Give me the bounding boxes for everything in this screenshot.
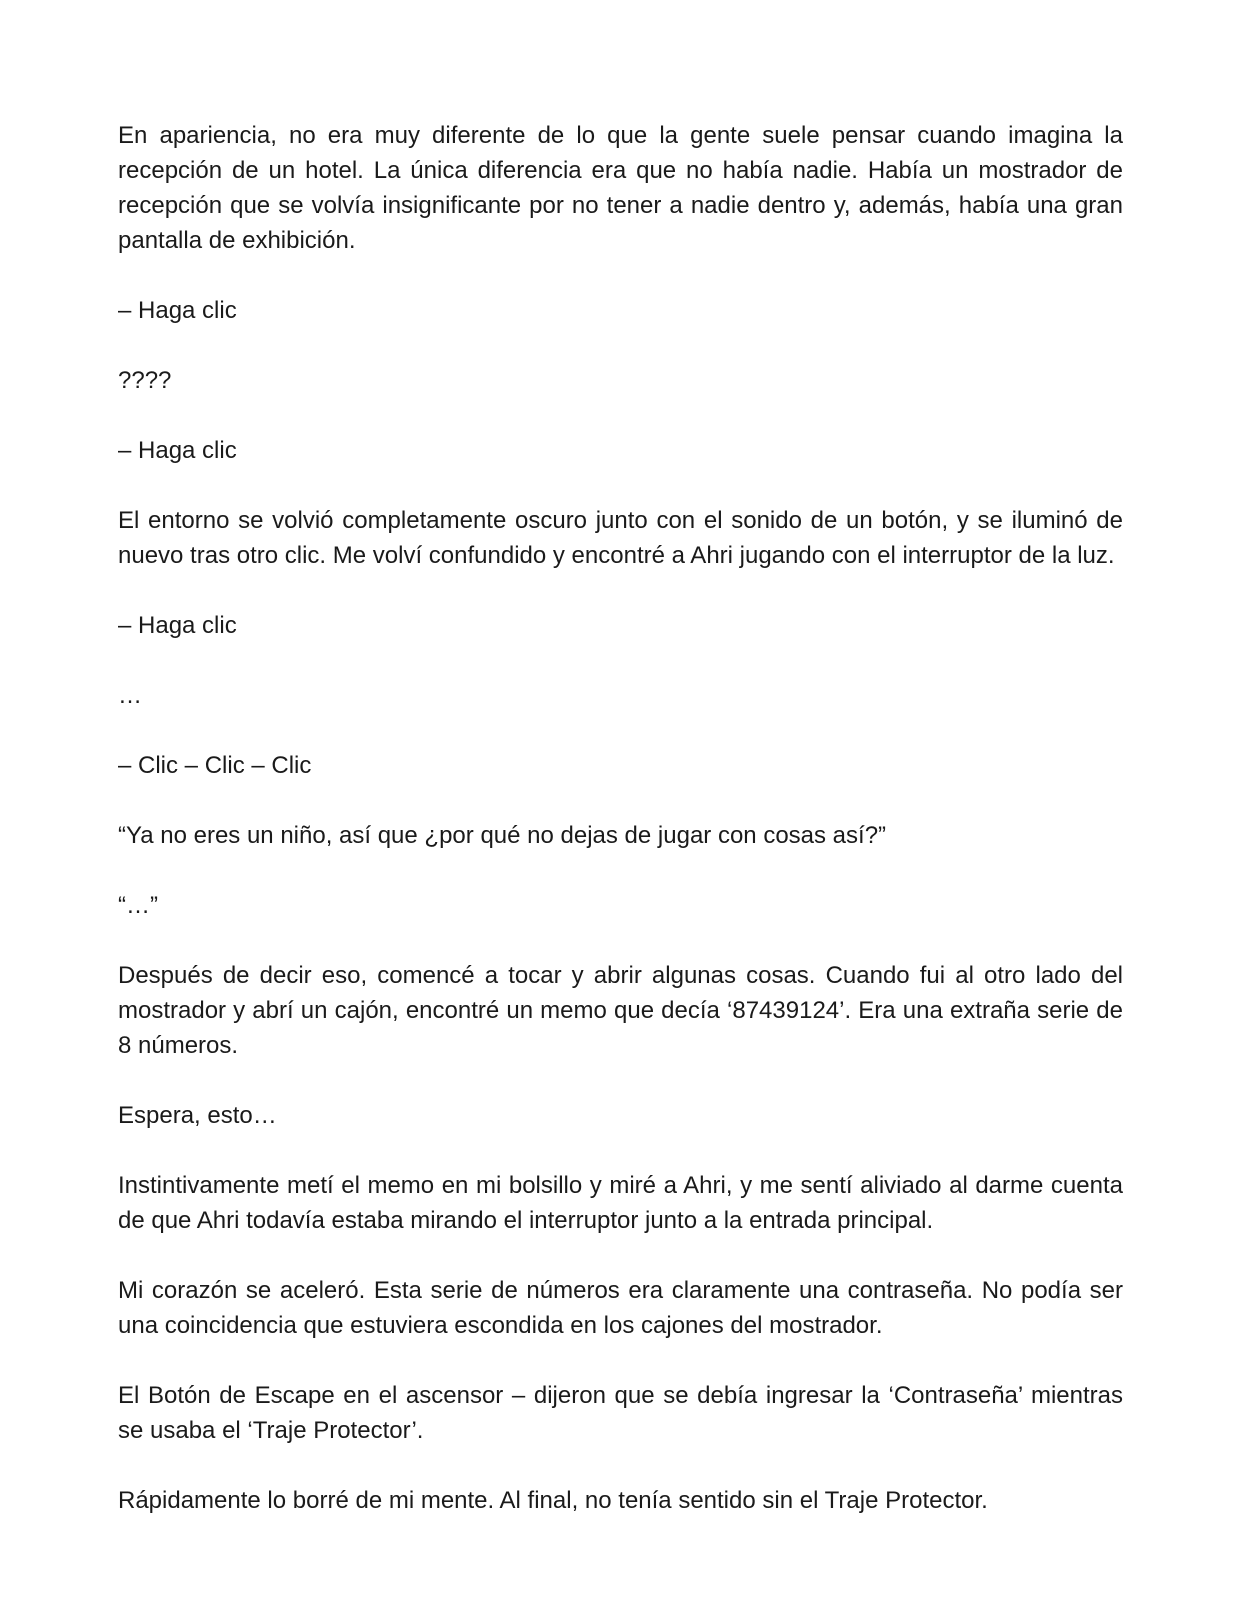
paragraph-10: “…” (118, 892, 158, 919)
paragraph-1: En apariencia, no era muy diferente de lo que la gente suele pensar cuando imagina la recepción de un hotel. La única diferencia era que no había nadie. Había un mostrador de recepción que se volvía insignificante por no tener a nadie dentro y, además, había una gran pantalla de exhibición. (118, 122, 1123, 254)
paragraph-13: Instintivamente metí el memo en mi bolsillo y miré a Ahri, y me sentí aliviado al darme cuenta de que Ahri todavía estaba mirando el interruptor junto a la entrada principal. (118, 1172, 1123, 1234)
paragraph-6: – Haga clic (118, 612, 237, 639)
paragraph-4: – Haga clic (118, 437, 237, 464)
paragraph-11: Después de decir eso, comencé a tocar y abrir algunas cosas. Cuando fui al otro lado del mostrador y abrí un cajón, encontré un memo que decía ‘87439124’. Era una extraña serie de 8 números. (118, 962, 1123, 1059)
paragraph-8: – Clic – Clic – Clic (118, 752, 312, 779)
paragraph-9: “Ya no eres un niño, así que ¿por qué no dejas de jugar con cosas así?” (118, 822, 887, 849)
paragraph-2: – Haga clic (118, 297, 237, 324)
paragraph-15: El Botón de Escape en el ascensor – dijeron que se debía ingresar la ‘Contraseña’ mientras se usaba el ‘Traje Protector’. (118, 1382, 1123, 1444)
paragraph-16: Rápidamente lo borré de mi mente. Al final, no tenía sentido sin el Traje Protector. (118, 1487, 988, 1514)
paragraph-5: El entorno se volvió completamente oscuro junto con el sonido de un botón, y se iluminó de nuevo tras otro clic. Me volví confundido y encontré a Ahri jugando con el interruptor de la luz. (118, 507, 1123, 569)
body-text (118, 118, 1123, 1553)
paragraph-7: … (118, 682, 142, 709)
paragraph-14: Mi corazón se aceleró. Esta serie de números era claramente una contraseña. No podía ser una coincidencia que estuviera escondida en los cajones del mostrador. (118, 1277, 1123, 1339)
paragraph-3: ???? (118, 367, 172, 394)
paragraph-12: Espera, esto… (118, 1102, 277, 1129)
